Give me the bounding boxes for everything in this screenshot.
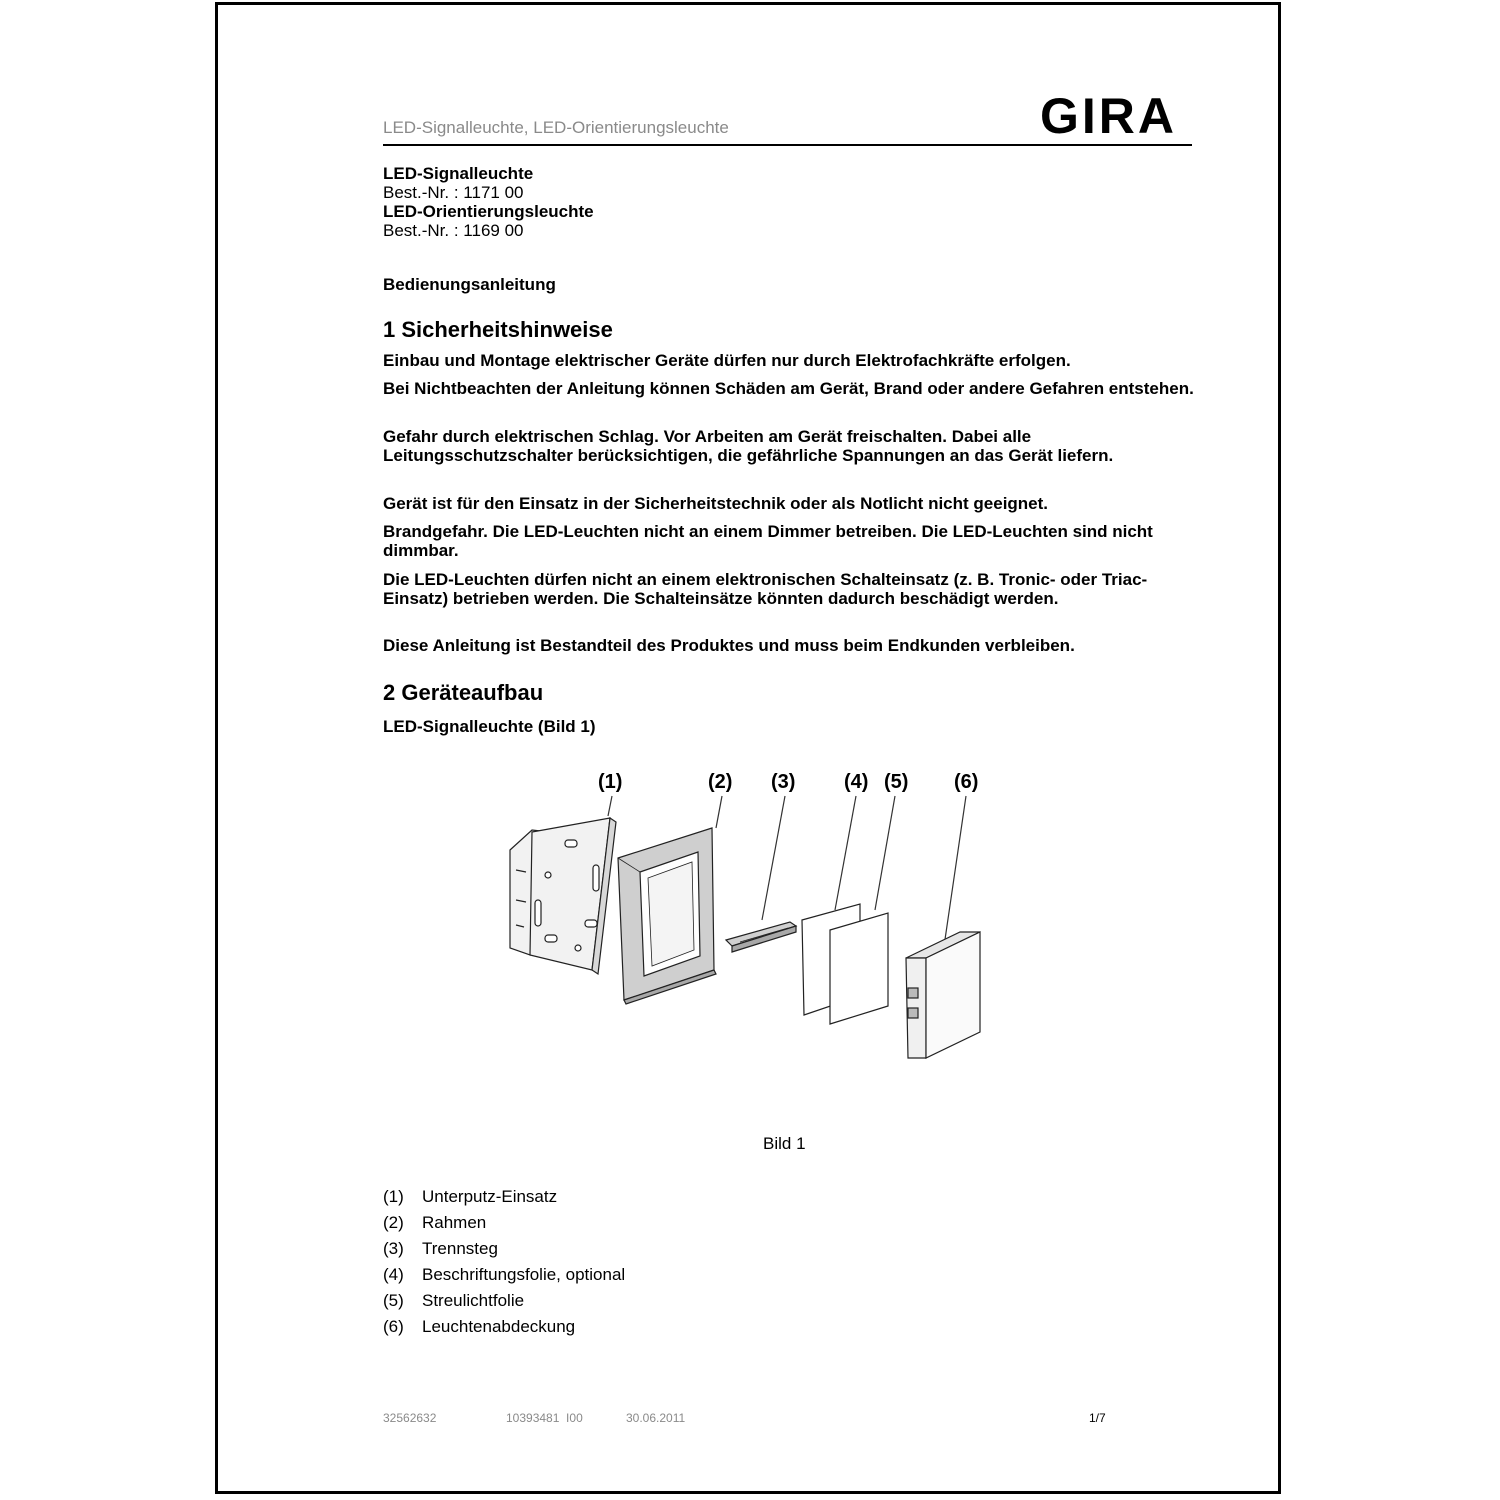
safety-paragraph: Brandgefahr. Die LED-Leuchten nicht an einem Dimmer betreiben. Die LED-Leuchten sind nicht dimmbar. xyxy=(383,522,1153,560)
figure-label: (3) xyxy=(771,771,796,793)
footer-date: 30.06.2011 xyxy=(626,1411,686,1425)
lamp-cover-part xyxy=(906,932,980,1058)
figure-subheading: LED-Signalleuchte (Bild 1) xyxy=(383,717,596,736)
divider-bar-part xyxy=(726,922,796,952)
gira-logo: GIRA xyxy=(1040,88,1177,144)
insert-part xyxy=(510,818,616,974)
legend-number: (4) xyxy=(383,1265,404,1284)
safety-paragraph: Bei Nichtbeachten der Anleitung können Schäden am Gerät, Brand oder andere Gefahren entstehen. xyxy=(383,379,1194,398)
footer-reference: 10393481 I00 xyxy=(506,1411,583,1425)
footer-doc-number: 32562632 xyxy=(383,1411,437,1425)
legend-item xyxy=(383,1213,625,1239)
safety-paragraph: Diese Anleitung ist Bestandteil des Produktes und muss beim Endkunden verbleiben. xyxy=(383,636,1075,655)
legend-number: (1) xyxy=(383,1187,404,1206)
legend-text: Streulichtfolie xyxy=(422,1291,525,1310)
figure-caption: Bild 1 xyxy=(763,1134,806,1153)
diffuser-film-part xyxy=(830,913,888,1024)
section-heading-safety: 1 Sicherheitshinweise xyxy=(383,317,613,342)
document-page xyxy=(215,2,1281,1494)
product-name: LED-Signalleuchte xyxy=(383,164,534,183)
footer-page-number: 1/7 xyxy=(1089,1411,1106,1425)
frame-part xyxy=(618,828,716,1004)
legend-item xyxy=(383,1291,625,1317)
legend-number: (2) xyxy=(383,1213,404,1232)
header-divider xyxy=(383,144,1192,146)
figure-label: (5) xyxy=(884,771,909,793)
legend-item xyxy=(383,1187,625,1213)
legend-number: (3) xyxy=(383,1239,404,1258)
legend-item xyxy=(383,1317,625,1343)
figure-label: (2) xyxy=(708,771,733,793)
document-type: Bedienungsanleitung xyxy=(383,275,556,294)
exploded-view-figure xyxy=(490,760,1010,1100)
legend-number: (5) xyxy=(383,1291,404,1310)
product-name: LED-Orientierungsleuchte xyxy=(383,202,594,221)
legend-text: Unterputz-Einsatz xyxy=(422,1187,558,1206)
safety-paragraph: Die LED-Leuchten dürfen nicht an einem elektronischen Schalteinsatz (z. B. Tronic- oder Triac-Einsatz) betrieben werden. Die Schalteinsätze könnten dadurch beschädigt werden. xyxy=(383,570,1148,608)
legend-item xyxy=(383,1239,625,1265)
legend-text: Trennsteg xyxy=(422,1239,498,1258)
safety-paragraph: Gerät ist für den Einsatz in der Sicherheitstechnik oder als Notlicht nicht geeignet. xyxy=(383,494,1049,513)
section-heading-device: 2 Geräteaufbau xyxy=(383,680,544,705)
legend-text: Leuchtenabdeckung xyxy=(422,1317,576,1336)
document-header-title: LED-Signalleuchte, LED-Orientierungsleuchte xyxy=(383,118,729,137)
safety-paragraph: Gefahr durch elektrischen Schlag. Vor Arbeiten am Gerät freischalten. Dabei alle Leitungsschutzschalter berücksichtigen, die gefährliche Spannungen an das Gerät liefern. xyxy=(383,427,1114,465)
order-number: Best.-Nr. : 1171 00 xyxy=(383,183,524,202)
legend-text: Beschriftungsfolie, optional xyxy=(422,1265,626,1284)
figure-label: (6) xyxy=(954,771,979,793)
legend-text: Rahmen xyxy=(422,1213,487,1232)
parts-legend xyxy=(383,1187,625,1343)
safety-paragraph: Einbau und Montage elektrischer Geräte dürfen nur durch Elektrofachkräfte erfolgen. xyxy=(383,351,1071,370)
product-info xyxy=(383,164,594,240)
figure-label: (4) xyxy=(844,771,869,793)
legend-number: (6) xyxy=(383,1317,404,1336)
figure-label: (1) xyxy=(598,771,623,793)
order-number: Best.-Nr. : 1169 00 xyxy=(383,221,524,240)
legend-item xyxy=(383,1265,625,1291)
